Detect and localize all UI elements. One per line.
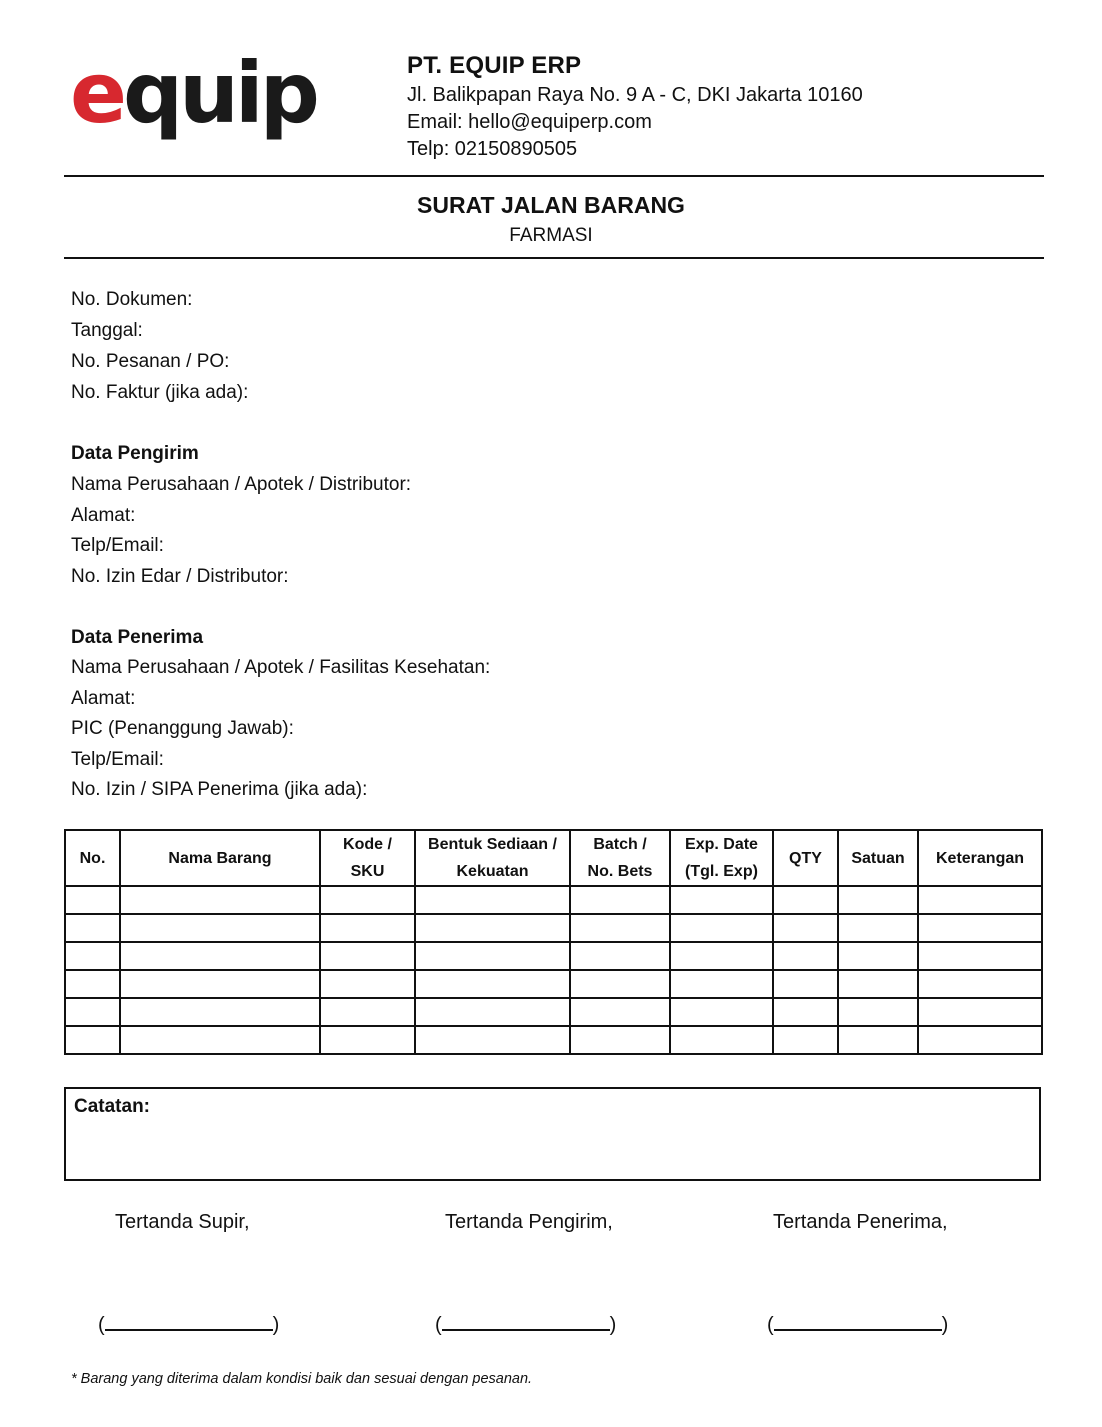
table-cell[interactable] — [773, 998, 838, 1026]
col-header-batch: Batch / No. Bets — [570, 830, 670, 886]
table-cell[interactable] — [670, 886, 773, 914]
table-cell[interactable] — [65, 998, 120, 1026]
field-po-number: No. Pesanan / PO: — [71, 351, 230, 372]
signature-driver-line: ( ) — [98, 1311, 279, 1337]
table-cell[interactable] — [120, 1026, 320, 1054]
sender-field-company: Nama Perusahaan / Apotek / Distributor: — [71, 474, 412, 495]
col-header-no: No. — [65, 830, 120, 886]
signature-sender-line: ( ) — [435, 1311, 616, 1337]
svg-text:equip: equip — [70, 44, 316, 142]
table-cell[interactable] — [320, 886, 415, 914]
receiver-field-company: Nama Perusahaan / Apotek / Fasilitas Kesehatan: — [71, 657, 491, 678]
table-cell[interactable] — [65, 970, 120, 998]
company-logo — [70, 44, 330, 150]
table-cell[interactable] — [320, 914, 415, 942]
col-header-dosage-form: Bentuk Sediaan / Kekuatan — [415, 830, 570, 886]
header-divider-top — [64, 175, 1044, 177]
table-cell[interactable] — [415, 886, 570, 914]
table-cell[interactable] — [773, 1026, 838, 1054]
table-cell[interactable] — [838, 998, 918, 1026]
field-date: Tanggal: — [71, 320, 143, 341]
company-address: Jl. Balikpapan Raya No. 9 A - C, DKI Jakarta 10160 — [407, 84, 863, 106]
signature-sender-label: Tertanda Pengirim, — [445, 1211, 613, 1233]
table-cell[interactable] — [65, 1026, 120, 1054]
items-table-body — [65, 886, 1042, 1054]
header-divider-bottom — [64, 257, 1044, 259]
table-cell[interactable] — [65, 886, 120, 914]
table-cell[interactable] — [570, 942, 670, 970]
table-cell[interactable] — [838, 914, 918, 942]
table-cell[interactable] — [670, 998, 773, 1026]
col-header-notes: Keterangan — [918, 830, 1042, 886]
notes-box[interactable] — [64, 1087, 1041, 1181]
col-header-unit: Satuan — [838, 830, 918, 886]
col-header-item-name: Nama Barang — [120, 830, 320, 886]
table-row — [65, 914, 1042, 942]
company-name: PT. EQUIP ERP — [407, 52, 582, 79]
table-cell[interactable] — [670, 970, 773, 998]
table-cell[interactable] — [838, 942, 918, 970]
table-cell[interactable] — [120, 886, 320, 914]
table-cell[interactable] — [773, 886, 838, 914]
sender-field-address: Alamat: — [71, 505, 136, 526]
receiver-field-address: Alamat: — [71, 688, 136, 709]
table-cell[interactable] — [773, 914, 838, 942]
document-subtitle: FARMASI — [509, 225, 593, 246]
table-cell[interactable] — [570, 886, 670, 914]
table-cell[interactable] — [918, 886, 1042, 914]
table-cell[interactable] — [320, 1026, 415, 1054]
table-cell[interactable] — [415, 942, 570, 970]
table-cell[interactable] — [773, 970, 838, 998]
receiver-heading: Data Penerima — [71, 627, 204, 648]
table-cell[interactable] — [838, 970, 918, 998]
footnote: * Barang yang diterima dalam kondisi baik dan sesuai dengan pesanan. — [71, 1371, 533, 1387]
table-cell[interactable] — [415, 1026, 570, 1054]
table-row — [65, 998, 1042, 1026]
table-cell[interactable] — [320, 942, 415, 970]
table-row — [65, 970, 1042, 998]
signature-receiver-line: ( ) — [767, 1311, 948, 1337]
table-cell[interactable] — [65, 942, 120, 970]
table-cell[interactable] — [918, 914, 1042, 942]
table-cell[interactable] — [838, 886, 918, 914]
field-doc-number: No. Dokumen: — [71, 289, 193, 310]
table-cell[interactable] — [570, 970, 670, 998]
table-cell[interactable] — [120, 914, 320, 942]
col-header-sku: Kode / SKU — [320, 830, 415, 886]
table-cell[interactable] — [670, 1026, 773, 1054]
items-table — [64, 829, 1043, 1055]
table-cell[interactable] — [570, 914, 670, 942]
table-cell[interactable] — [570, 1026, 670, 1054]
table-row — [65, 886, 1042, 914]
company-phone: Telp: 02150890505 — [407, 138, 578, 160]
sender-field-license: No. Izin Edar / Distributor: — [71, 566, 289, 587]
table-cell[interactable] — [838, 1026, 918, 1054]
table-cell[interactable] — [415, 914, 570, 942]
table-cell[interactable] — [918, 942, 1042, 970]
table-cell[interactable] — [670, 942, 773, 970]
table-cell[interactable] — [120, 942, 320, 970]
sender-field-contact: Telp/Email: — [71, 535, 164, 556]
items-table-header — [65, 830, 1042, 886]
col-header-exp-date: Exp. Date (Tgl. Exp) — [670, 830, 773, 886]
table-cell[interactable] — [120, 998, 320, 1026]
company-email: Email: hello@equiperp.com — [407, 111, 652, 133]
receiver-field-contact: Telp/Email: — [71, 749, 164, 770]
signature-receiver-label: Tertanda Penerima, — [773, 1211, 948, 1233]
table-cell[interactable] — [918, 998, 1042, 1026]
table-cell[interactable] — [670, 914, 773, 942]
table-cell[interactable] — [773, 942, 838, 970]
sender-heading: Data Pengirim — [71, 443, 199, 464]
table-cell[interactable] — [120, 970, 320, 998]
table-row — [65, 1026, 1042, 1054]
notes-label: Catatan: — [74, 1096, 151, 1117]
field-invoice-number: No. Faktur (jika ada): — [71, 382, 249, 403]
table-cell[interactable] — [570, 998, 670, 1026]
table-cell[interactable] — [65, 914, 120, 942]
table-cell[interactable] — [918, 1026, 1042, 1054]
document-title: SURAT JALAN BARANG — [417, 192, 685, 218]
receiver-field-license: No. Izin / SIPA Penerima (jika ada): — [71, 779, 368, 800]
receiver-field-pic: PIC (Penanggung Jawab): — [71, 718, 294, 739]
table-cell[interactable] — [320, 970, 415, 998]
table-cell[interactable] — [415, 998, 570, 1026]
signature-driver-label: Tertanda Supir, — [115, 1211, 250, 1233]
table-cell[interactable] — [918, 970, 1042, 998]
col-header-qty: QTY — [773, 830, 838, 886]
table-row — [65, 942, 1042, 970]
table-cell[interactable] — [415, 970, 570, 998]
equip-logo-mark — [70, 44, 330, 150]
table-cell[interactable] — [320, 998, 415, 1026]
